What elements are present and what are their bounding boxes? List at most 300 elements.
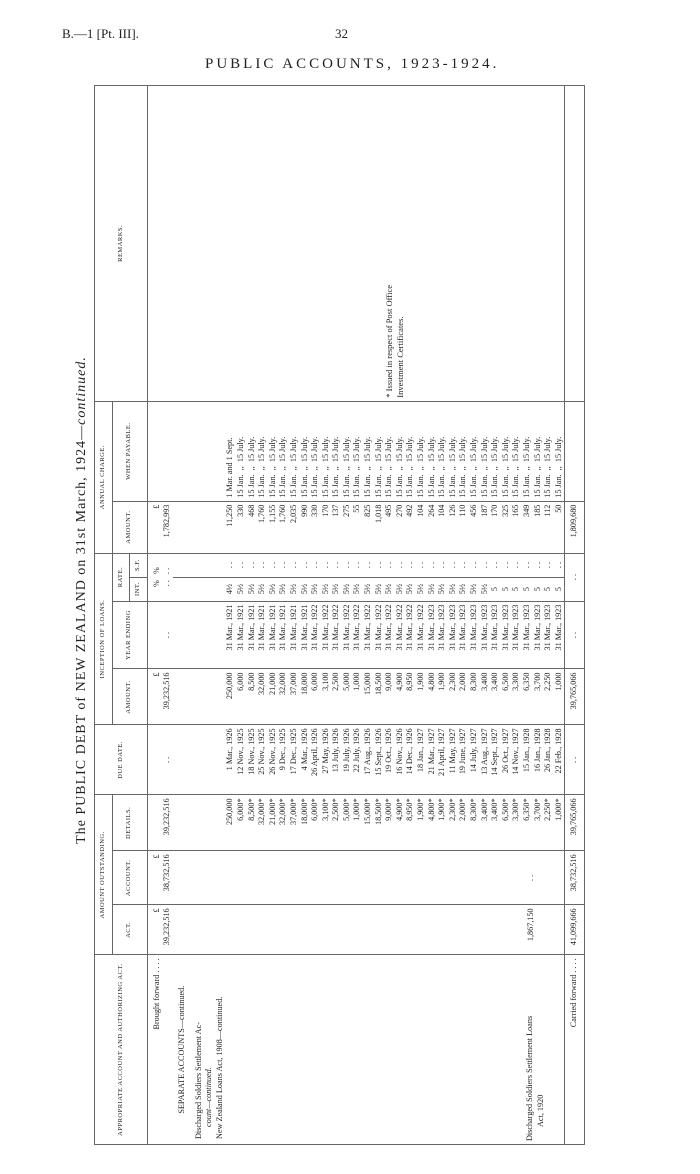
section-act-1908: New Zealand Loans Act, 1908—continued. (214, 996, 224, 1139)
int-rates-item: 5 (511, 587, 521, 592)
cf-due: . . (565, 725, 585, 795)
int-rates-item: 5½ (394, 583, 404, 595)
year-ending-item: 31 Mar., 1922 (384, 604, 394, 651)
sf-rates-item: . . (458, 562, 468, 569)
amounts-item: 9,000 (384, 672, 394, 691)
when-payable-item: 15 Jan. ,, 15 July. (500, 436, 510, 498)
details-item: 5,000* (341, 798, 351, 821)
carried-forward-row (565, 86, 585, 1145)
sf-rates-item: . . (447, 562, 457, 569)
details-item: 2,500* (331, 798, 341, 821)
brought-forward-row (147, 86, 173, 1145)
when-payable-item: 15 Jan. ,, 15 July. (490, 436, 500, 498)
int-rates-item: 5½ (246, 583, 256, 595)
int-rates-item: 5½ (458, 583, 468, 595)
amounts-item: 8,500 (246, 672, 256, 691)
details-item: 3,700* (532, 798, 542, 821)
due-dates-item: 15 Jan., 1928 (521, 728, 531, 773)
charges-item: 270 (394, 504, 404, 517)
details-item: 21,000* (267, 798, 277, 826)
charges-item: 468 (246, 504, 256, 517)
due-dates-item: 11 May, 1927 (447, 728, 457, 774)
charges-item: 825 (363, 504, 373, 517)
details-list (225, 795, 565, 851)
details-item: 3,100* (320, 798, 330, 821)
when-payable-item: 15 Jan. ,, 15 July. (416, 436, 426, 498)
col-charge-amount: AMOUNT. (112, 501, 147, 553)
cf-account: 38,732,516 (565, 851, 585, 905)
details-item: 8,950* (405, 798, 415, 821)
due-dates-item: 19 July, 1926 (341, 728, 351, 773)
bf-amount-unit: £ (151, 672, 161, 677)
section-discharged-line1: Discharged Soldiers Settlement Ac- (193, 1022, 203, 1139)
details-item: 6,350* (521, 798, 531, 821)
bf-amount: 39,232,516 (162, 672, 172, 710)
details-item: 6,000* (235, 798, 245, 821)
when-payable-item: 15 Jan. ,, 15 July. (341, 436, 351, 498)
due-dates-item: 1 Mar., 1926 (225, 728, 235, 771)
int-rates-item: 5½ (288, 583, 298, 595)
details-item: 250,000 (225, 798, 235, 826)
int-rates-item: 5½ (373, 583, 383, 595)
int-rates-item: 5½ (416, 583, 426, 595)
int-rates-item: 5 (521, 587, 531, 592)
sf-rates-item: . . (225, 562, 235, 569)
int-rates-item: 5½ (257, 583, 267, 595)
amounts-item: 3,400 (479, 672, 489, 691)
amounts-item: 6,000 (310, 672, 320, 691)
sf-rates-item: . . (479, 562, 489, 569)
sf-rates-item: . . (373, 562, 383, 569)
table-title-main: The PUBLIC DEBT of NEW ZEALAND on 31st March, 1924— (74, 424, 89, 844)
due-dates-item: 15 Sept., 1926 (373, 728, 383, 776)
amounts-item: 6,350 (521, 672, 531, 691)
int-rates-item: 5½ (235, 583, 245, 595)
when-payable-item: 15 Jan. ,, 15 July. (310, 436, 320, 498)
due-dates-item: 14 Nov., 1927 (511, 728, 521, 775)
int-rates-item: 5½ (405, 583, 415, 595)
col-account: APPROPRIATE ACCOUNT AND AUTHORIZING ACT. (95, 955, 148, 1145)
sf-rates-item: . . (310, 562, 320, 569)
details-item: 2,250* (543, 798, 553, 821)
amounts-item: 2,000 (458, 672, 468, 691)
table-title-continued: continued. (74, 356, 89, 425)
year-ending-item: 31 Mar., 1922 (331, 604, 341, 651)
cf-year: . . (565, 601, 585, 669)
year-ending-item: 31 Mar., 1922 (352, 604, 362, 651)
sf-rates-item: . . (521, 562, 531, 569)
year-ending-item: 31 Mar., 1921 (278, 604, 288, 651)
due-dates-item: 21 April, 1927 (437, 728, 447, 776)
page-title: PUBLIC ACCOUNTS, 1923-1924. (205, 56, 500, 72)
due-dates-item: 26 Jan., 1928 (543, 728, 553, 773)
int-rates-item: 5½ (363, 583, 373, 595)
charges-item: 1,155 (267, 504, 277, 524)
amounts-item: 2,250 (543, 672, 553, 691)
bf-charge-unit: £ (151, 504, 161, 509)
due-dates-item: 18 Jan., 1927 (416, 728, 426, 773)
when-payable-item: 15 Jan. ,, 15 July. (479, 436, 489, 498)
rotated-table-frame (70, 55, 630, 1145)
details-item: 32,000* (278, 798, 288, 826)
sf-rates-item: . . (490, 562, 500, 569)
when-payable-item: 15 Jan. ,, 15 July. (235, 436, 245, 498)
year-ending-item: 31 Mar., 1921 (225, 604, 235, 651)
charges-item: 492 (405, 504, 415, 517)
bf-charge: 1,782,993 (162, 504, 172, 538)
int-rates-item: 5½ (447, 583, 457, 595)
year-ending-item: 31 Mar., 1922 (405, 604, 415, 651)
year-ending-item: 31 Mar., 1922 (320, 604, 330, 651)
sf-rates-item: . . (299, 562, 309, 569)
section-dsl-line2: Act, 1920 (535, 1094, 545, 1127)
details-item: 6,000* (310, 798, 320, 821)
amounts-item: 1,900 (437, 672, 447, 691)
sf-rates-item: . . (267, 562, 277, 569)
amounts-item: 37,000 (288, 672, 298, 695)
amounts-item: 32,000 (278, 672, 288, 695)
due-dates-item: 16 Jan., 1928 (532, 728, 542, 773)
year-ending-item: 31 Mar., 1922 (310, 604, 320, 651)
cf-details: 39,765,066 (565, 795, 585, 851)
sf-rates-item: . . (437, 562, 447, 569)
due-dates-item: 16 Nov., 1926 (394, 728, 404, 775)
col-details: DETAILS. (112, 795, 147, 851)
section-discharged-line2: count—continued. (204, 1067, 214, 1127)
amounts-item: 3,100 (320, 672, 330, 691)
amounts-item: 8,950 (405, 672, 415, 691)
int-rates-item: 5½ (479, 583, 489, 595)
due-dates-item: 26 April, 1926 (310, 728, 320, 776)
when-payable-item: 15 Jan. ,, 15 July. (320, 436, 330, 498)
due-dates-item: 13 Aug., 1927 (479, 728, 489, 775)
when-payable-item: 15 Jan. ,, 15 July. (521, 436, 531, 498)
charges-item: 126 (447, 504, 457, 517)
year-ending-item: 31 Mar., 1923 (469, 604, 478, 651)
charges-item: 1,018 (373, 504, 383, 524)
sf-rates-item: . . (352, 562, 362, 569)
when-payable-item: 15 Jan. ,, 15 July. (543, 436, 553, 498)
details-item: 1,900* (437, 798, 447, 821)
details-item: 32,000* (257, 798, 267, 826)
when-payable-item: 15 Jan. ,, 15 July. (405, 436, 415, 498)
details-item: 1,900* (416, 798, 426, 821)
brought-forward-label: Brought forward . . . . (147, 955, 173, 1145)
int-rates-item: 5 (490, 587, 500, 592)
report-reference: B.—1 [Pt. III]. (62, 26, 139, 41)
year-ending-item: 31 Mar., 1921 (235, 604, 245, 651)
details-item: 9,000* (384, 798, 394, 821)
col-act: ACT. (112, 905, 147, 955)
when-payable-item: 15 Jan. ,, 15 July. (447, 436, 457, 498)
int-rates-item: 5 (532, 587, 542, 592)
year-ending-item: 31 Mar., 1922 (341, 604, 351, 651)
amounts-item: 1,900 (416, 672, 426, 691)
year-ending-item: 31 Mar., 1922 (394, 604, 404, 651)
charges-item: 55 (352, 504, 362, 513)
sf-rates-item: . . (331, 562, 341, 569)
year-ending-item: 31 Mar., 1922 (416, 604, 426, 651)
amounts-item: 6,000 (235, 672, 245, 691)
charges-item: 187 (479, 504, 489, 517)
sf-rates-item: . . (416, 562, 426, 569)
col-due-date: DUE DATE. (95, 725, 148, 795)
dsl-act: 1,867,150 (225, 905, 565, 955)
when-payable-item: 15 Jan. ,, 15 July. (299, 436, 309, 498)
sf-rates-item: . . (532, 562, 542, 569)
int-rates-item: 5 (543, 587, 553, 592)
charges-item: 264 (426, 504, 436, 517)
amounts-item: 3,700 (532, 672, 542, 691)
dsl-account: . . (225, 851, 565, 905)
amounts-item: 6,500 (500, 672, 510, 691)
bf-account-unit: £ (151, 854, 161, 859)
year-ending-item: 31 Mar., 1921 (257, 604, 267, 651)
col-when-payable: WHEN PAYABLE. (112, 401, 147, 501)
due-dates-item: 9 Dec., 1925 (278, 728, 288, 771)
amounts-item: 4,800 (426, 672, 436, 691)
col-year-ending: YEAR ENDING (112, 601, 147, 669)
year-ending-item: 31 Mar., 1923 (543, 604, 553, 651)
due-dates-item: 18 Nov., 1925 (246, 728, 256, 775)
sf-rates-item: . . (511, 562, 521, 569)
due-dates-item: 14 Dec., 1926 (405, 728, 415, 775)
amounts-item: 15,000 (363, 672, 373, 695)
details-item: 2,300* (447, 798, 457, 821)
year-ending-item: 31 Mar., 1921 (288, 604, 298, 651)
details-item: 18,500* (373, 798, 383, 826)
charges-item: 170 (490, 504, 500, 517)
charges-item: 325 (500, 504, 510, 517)
int-rates-item: 5½ (331, 583, 341, 595)
details-item: 3,300* (511, 798, 521, 821)
amounts-item: 250,000 (225, 672, 235, 700)
charges-item: 112 (543, 504, 553, 517)
bf-account: 38,732,516 (162, 854, 172, 892)
year-ending-item: 31 Mar., 1922 (363, 604, 373, 651)
charges-item: 165 (511, 504, 521, 517)
int-rates-item: 5½ (384, 583, 394, 595)
cf-charge: 1,809,680 (565, 501, 585, 553)
int-rates-item: 5½ (320, 583, 330, 595)
when-payable-item: 15 Jan. ,, 15 July. (553, 436, 563, 498)
when-payable-list (225, 401, 565, 501)
sf-rates-item: . . (320, 562, 330, 569)
details-item: 8,500* (246, 798, 256, 821)
when-payable-item: 15 Jan. ,, 15 July. (278, 436, 288, 498)
int-rates-item: 4½ (225, 583, 235, 595)
details-item: 15,000* (363, 798, 373, 826)
col-account-amt: ACCOUNT. (112, 851, 147, 905)
charges-item: 330 (235, 504, 245, 517)
int-rates-item: 5½ (437, 583, 447, 595)
amounts-list (225, 669, 565, 725)
when-payable-item: 15 Jan. ,, 15 July. (426, 436, 436, 498)
bf-rate-units: % % (151, 567, 161, 587)
when-payable-item: 15 Jan. ,, 15 July. (394, 436, 404, 498)
details-item: 4,800* (426, 798, 436, 821)
sf-rates-item: . . (341, 562, 351, 569)
int-rates-item: 5½ (299, 583, 309, 595)
amounts-item: 32,000 (257, 672, 267, 695)
int-rates-list (225, 577, 565, 601)
due-dates-item: 4 Mar., 1926 (299, 728, 309, 771)
int-rates-item: 5½ (267, 583, 277, 595)
when-payable-item: 15 Jan. ,, 15 July. (352, 436, 362, 498)
due-dates-item: 27 May, 1926 (320, 728, 330, 774)
when-payable-item: 15 Jan. ,, 15 July. (532, 436, 542, 498)
charges-item: 990 (299, 504, 309, 517)
loan-rows-block (225, 86, 565, 1145)
sf-rates-item: . . (235, 562, 245, 569)
amounts-item: 2,500 (331, 672, 341, 691)
bf-due: . . (162, 756, 172, 763)
sf-rates-item: . . (257, 562, 267, 569)
charges-item: 349 (521, 504, 531, 517)
sf-rates-item: . . (278, 562, 288, 569)
page-number: 32 (335, 26, 348, 41)
col-amount: AMOUNT. (112, 669, 147, 725)
sf-rates-item: . . (405, 562, 415, 569)
sf-rates-item: . . (426, 562, 436, 569)
int-rates-item: 5 (553, 587, 563, 592)
bf-year: . . (162, 631, 172, 639)
due-dates-item: 26 Oct., 1927 (500, 728, 510, 774)
charges-item: 456 (469, 504, 478, 517)
details-item: 37,000* (288, 798, 298, 826)
details-item: 2,000* (458, 798, 468, 821)
table-title (74, 55, 90, 1145)
details-item: 3,400* (490, 798, 500, 821)
col-remarks: REMARKS. (95, 86, 148, 402)
charges-item: 104 (416, 504, 426, 517)
col-group-annual-charge: ANNUAL CHARGE. (95, 401, 113, 553)
col-group-outstanding: AMOUNT OUTSTANDING. (95, 795, 113, 955)
int-rates-item: 5 (500, 587, 510, 592)
sf-rates-item: . . (553, 562, 563, 569)
due-dates-item: 17 Dec., 1925 (288, 728, 298, 775)
year-ending-item: 31 Mar., 1922 (373, 604, 383, 651)
col-group-inception: INCEPTION OF LOANS. (95, 553, 113, 725)
int-rates-item: 5½ (469, 583, 478, 595)
int-rates-item: 5½ (426, 583, 436, 595)
charges-item: 330 (310, 504, 320, 517)
amounts-item: 5,000 (341, 672, 351, 691)
year-ending-item: 31 Mar., 1921 (246, 604, 256, 651)
details-item: 4,900* (394, 798, 404, 821)
year-ending-item: 31 Mar., 1921 (299, 604, 309, 651)
sf-rates-item: . . (288, 562, 298, 569)
amounts-item: 21,000 (267, 672, 277, 695)
cf-rate: . . (565, 553, 585, 601)
sf-rates-item: . . (246, 562, 256, 569)
bf-rate: . . . . (162, 567, 172, 587)
cf-act: 41,099,666 (565, 905, 585, 955)
due-dates-item: 14 Sept., 1927 (490, 728, 500, 776)
amounts-item: 1,000 (352, 672, 362, 691)
charges-item: 2,035 (288, 504, 298, 524)
due-dates-item: 19 Oct., 1926 (384, 728, 394, 774)
when-payable-item: 1 Mar. and 1 Sept. (225, 437, 235, 498)
year-ending-item: 31 Mar., 1923 (521, 604, 531, 651)
int-rates-item: 5½ (341, 583, 351, 595)
year-ending-item: 31 Mar., 1921 (267, 604, 277, 651)
due-dates-item: 21 Mar., 1927 (426, 728, 436, 775)
due-dates-item: 19 June, 1927 (458, 728, 468, 775)
carried-forward-label: Carried forward . . . . (565, 955, 585, 1145)
when-payable-item: 15 Jan. ,, 15 July. (384, 436, 394, 498)
year-ending-item: 31 Mar., 1923 (553, 604, 563, 651)
when-payable-item: 15 Jan. ,, 15 July. (331, 436, 341, 498)
due-dates-item: 17 Aug., 1926 (363, 728, 373, 775)
when-payable-item: 15 Jan. ,, 15 July. (257, 436, 267, 498)
int-rates-item: 5½ (278, 583, 288, 595)
sf-rates-item: . . (363, 562, 373, 569)
year-ending-item: 31 Mar., 1923 (500, 604, 510, 651)
year-ending-list (225, 601, 565, 669)
amounts-item: 2,300 (447, 672, 457, 691)
int-rates-item: 5½ (310, 583, 320, 595)
when-payable-item: 15 Jan. ,, 15 July. (511, 436, 521, 498)
year-ending-item: 31 Mar., 1923 (437, 604, 447, 651)
charges-list (225, 501, 565, 553)
amounts-item: 3,400 (490, 672, 500, 691)
col-sf: S.F. (130, 553, 148, 577)
due-dates-item: 22 July, 1926 (352, 728, 362, 773)
bf-details: 39,232,516 (162, 798, 172, 836)
amounts-item: 4,900 (394, 672, 404, 691)
details-item: 18,000* (299, 798, 309, 826)
charges-item: 495 (384, 504, 394, 517)
charges-item: 185 (532, 504, 542, 517)
amounts-item: 1,000 (553, 672, 563, 691)
details-item: 1,000* (352, 798, 362, 821)
when-payable-item: 15 Jan. ,, 15 July. (288, 436, 298, 498)
when-payable-item: 15 Jan. ,, 15 July. (363, 436, 373, 498)
due-dates-item: 14 July, 1927 (469, 728, 478, 773)
when-payable-item: 15 Jan. ,, 15 July. (373, 436, 383, 498)
due-dates-item: 12 Nov., 1925 (235, 728, 245, 775)
due-dates-item: 13 July, 1926 (331, 728, 341, 773)
amounts-item: 8,300 (469, 672, 478, 691)
year-ending-item: 31 Mar., 1923 (447, 604, 457, 651)
amounts-item: 18,500 (373, 672, 383, 695)
sf-rates-item: . . (543, 562, 553, 569)
when-payable-item: 15 Jan. ,, 15 July. (458, 436, 468, 498)
due-dates-item: 22 Feb., 1928 (553, 728, 563, 774)
details-item: 1,000* (553, 798, 563, 821)
col-rate: RATE. (112, 553, 130, 601)
amounts-item: 18,000 (299, 672, 309, 695)
when-payable-item: 15 Jan. ,, 15 July. (437, 436, 447, 498)
charges-item: 1,760 (278, 504, 288, 524)
when-payable-item: 15 Jan. ,, 15 July. (469, 436, 478, 498)
charges-item: 110 (458, 504, 468, 517)
year-ending-item: 31 Mar., 1923 (426, 604, 436, 651)
charges-item: 275 (341, 504, 351, 517)
charges-item: 137 (331, 504, 341, 517)
when-payable-item: 15 Jan. ,, 15 July. (246, 436, 256, 498)
col-int: INT. (130, 577, 148, 601)
when-payable-item: 15 Jan. ,, 15 July. (267, 436, 277, 498)
int-rates-item: 5½ (352, 583, 362, 595)
details-item: 8,300* (469, 798, 478, 821)
charges-item: 104 (437, 504, 447, 517)
due-dates-item: 25 Nov., 1925 (257, 728, 267, 775)
remarks-note: * Issued in respect of Post Office Investment Certificates. (383, 285, 405, 398)
public-debt-table (94, 85, 585, 1145)
sf-rates-list (225, 553, 565, 577)
